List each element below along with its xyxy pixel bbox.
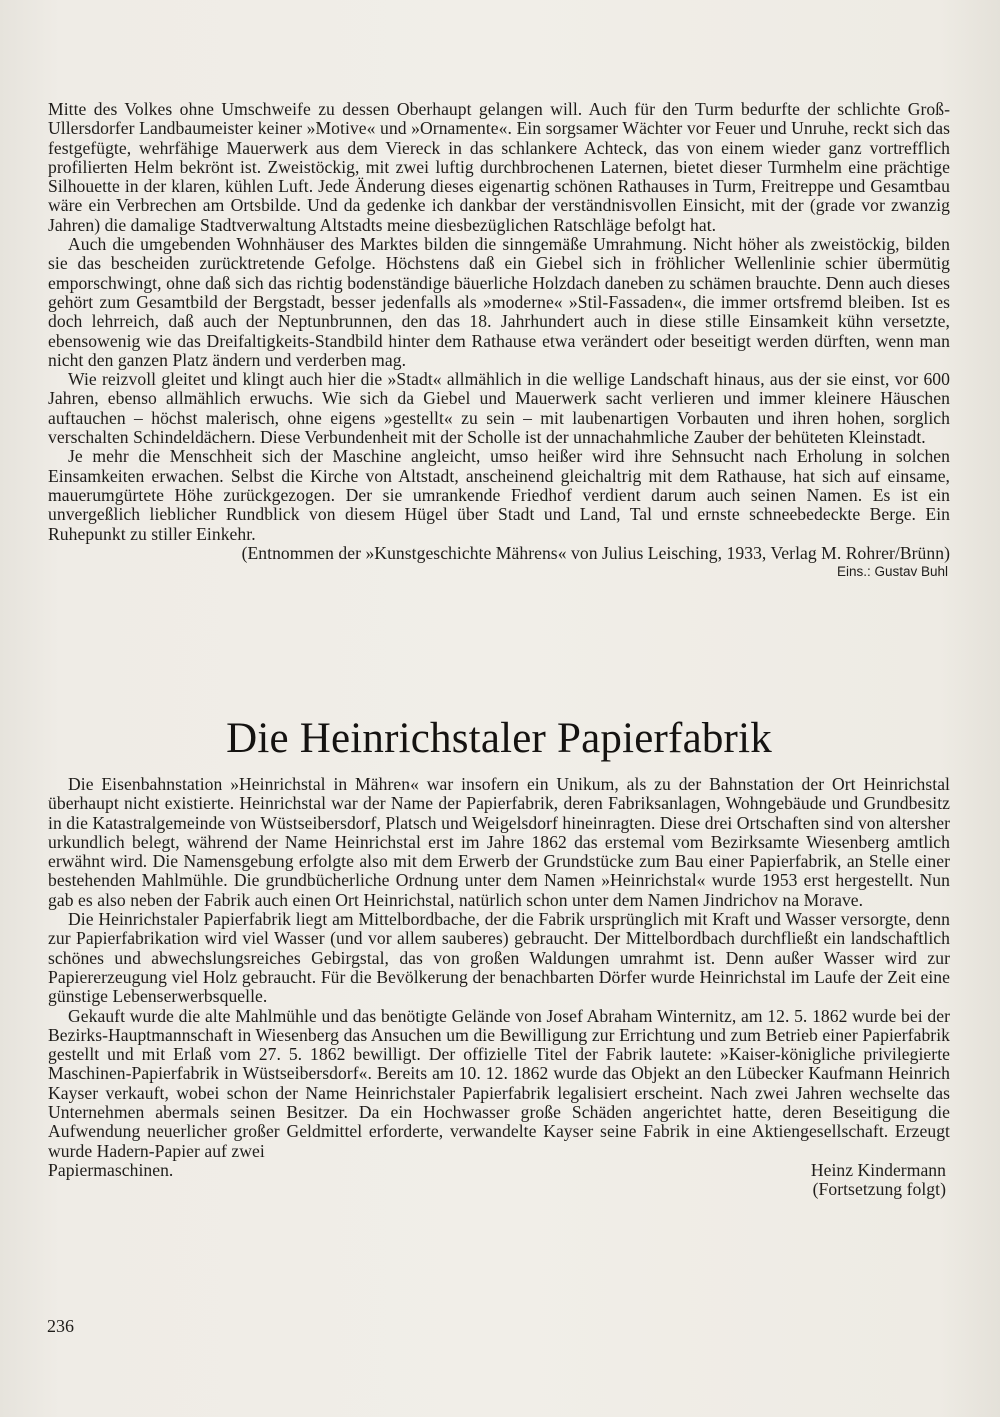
paragraph: Mitte des Volkes ohne Umschweife zu dessen Oberhaupt gelangen will. Auch für den Turm bedurfte der schlichte Groß-Ullersdorfer Landbaumeister keiner »Motive« und »Ornamente«. Ein sorgsamer Wächter vor Feuer und Unruhe, reckt sich das festgefügte, wehrfähige Mauerwerk aus dem Viereck in das schlankere Achteck, das von einem wieder ganz vortrefflich profilierten Helm bekrönt ist. Zweistöckig, mit zwei luftig durchbrochenen Laternen, bietet dieser Turmhelm eine prächtige Silhouette in der klaren, kühlen Luft. Jede Änderung dieses eigenartig schönen Rathauses in Turm, Freitreppe und Gesamtbau wäre ein Verbrechen am Ortsbilde. Und da gedenke ich dankbar der verständnisvollen Einsicht, mit der (grade vor zwanzig Jahren) die damalige Stadtverwaltung Altstadts meine diesbezüglichen Ratschläge befolgt hat. [48,99,950,235]
continuation-note: (Fortsetzung folgt) [812,1179,946,1200]
last-words: Papiermaschinen. [48,1159,174,1180]
final-line [48,1161,950,1180]
article-continuation [48,100,950,580]
page-number: 236 [47,1316,74,1336]
contributor-credit: Eins.: Gustav Buhl [836,564,948,580]
paragraph: Gekauft wurde die alte Mahlmühle und das benötigte Gelände von Josef Abraham Winternitz, am 12. 5. 1862 wurde bei der Bezirks-Hauptmannschaft in Wiesenberg das Ansuchen um die Bewilligung zur Errichtung und zum Betrieb einer Papierfabrik gestellt und mit Erlaß vom 27. 5. 1862 bewilligt. Der offizielle Titel der Fabrik lautete: »Kaiser-königliche privilegierte Maschinen-Papierfabrik in Wüstseibersdorf«. Bereits am 10. 12. 1862 wurde das Objekt an den Lübecker Kaufmann Heinrich Kayser verkauft, wobei schon der Name Heinrichstaler Papierfabrik legalisiert erscheint. Nach zwei Jahren wechselte das Unternehmen abermals seinen Besitzer. Da ein Hochwasser große Schäden angerichtet hatte, deren Beseitigung die Aufwendung neuerlicher großer Geldmittel erforderte, verwandelte Kayser seine Fabrik in eine Aktiengesellschaft. Erzeugt wurde Hadern-Papier auf zwei [48,1005,950,1161]
paragraph: Die Heinrichstaler Papierfabrik liegt am Mittelbordbache, der die Fabrik ursprünglich mit Kraft und Wasser versorgte, denn zur Papierfabrikation wird viel Wasser (und vor allem sauberes) gebraucht. Der Mittelbordbach durchfließt ein landschaftlich schönes und abwechslungsreiches Gebirgstal, das von großen Waldungen umrahmt ist. Denn außer Wasser wird zur Papiererzeugung viel Holz gebraucht. Für die Bevölkerung der benachbarten Dörfer wurde Heinrichstal im Laufe der Zeit eine günstige Lebenserwerbsquelle. [48,909,950,1007]
paragraph: Auch die umgebenden Wohnhäuser des Marktes bilden die sinngemäße Umrahmung. Nicht höher als zweistöckig, bilden sie das bescheiden zurücktretende Gefolge. Höchstens daß ein Giebel sich in fröhlicher Wellenlinie schier übermütig emporschwingt, ohne daß sich das richtig bodenständige bäuerliche Holzdach daneben zu schämen brauchte. Denn auch dieses gehört zum Gesamtbild der Bergstadt, besser jedenfalls als »moderne« »Stil-Fassaden«, die immer ortsfremd bleiben. Ist es doch lehrreich, daß auch der Neptunbrunnen, den das 18. Jahrhundert auch in diese stille Einsamkeit kühn versetzte, ebensowenig wie das Dreifaltigkeits-Standbild hinter dem Rathause etwa verändert oder beseitigt werden dürften, wenn man nicht den ganzen Platz ändern und verderben mag. [48,234,950,370]
paragraph: Wie reizvoll gleitet und klingt auch hier die »Stadt« allmählich in die wellige Landschaft hinaus, aus der sie einst, vor 600 Jahren, ebenso allmählich erwuchs. Wie sich da Giebel und Mauerwerk sacht verlieren und immer kleinere Häuschen auftauchen – höchst malerisch, ohne eigens »gestellt« zu sein – mit laubenartigen Vorbauten und ihren hohen, sorglich verschalten Schindeldächern. Diese Verbundenheit mit der Scholle ist der unnachahmliche Zauber der behüteten Kleinstadt. [48,369,950,448]
article-heinrichstal [48,716,950,1200]
author-signature: Heinz Kindermann [810,1159,946,1180]
article-title: Die Heinrichstaler Papierfabrik [226,715,772,762]
paragraph: Die Eisenbahnstation »Heinrichstal in Mähren« war insofern ein Unikum, als zu der Bahnstation der Ort Heinrichstal überhaupt nicht existierte. Heinrichstal war der Name der Papierfabrik, deren Fabriksanlagen, Wohngebäude und Grundbesitz in die Katastralgemeinde von Wüstseibersdorf, Platsch und Weigelsdorf hineinragten. Diese drei Ortschaften sind von altersher urkundlich belegt, während der Name Heinrichstal erst im Jahre 1862 das erstemal vom Bezirksamte Wiesenberg amtlich erwähnt wird. Die Namensgebung erfolgte also mit dem Erwerb der Grundstücke zum Bau einer Papierfabrik, an Stelle einer bestehenden Mahlmühle. Die grundbücherliche Ordnung unter dem Namen »Heinrichstal« wurde 1953 erst hergestellt. Nun gab es also neben der Fabrik auch einen Ort Heinrichstal, natürlich schon unter dem Namen Jindrichov na Morave. [48,774,950,910]
source-citation: (Entnommen der »Kunstgeschichte Mährens« von Julius Leisching, 1933, Verlag M. Rohrer/Brünn) [241,542,950,563]
paragraph: Je mehr die Menschheit sich der Maschine angleicht, umso heißer wird ihre Sehnsucht nach Erholung in solchen Einsamkeiten erwachen. Selbst die Kirche von Altstadt, anscheinend gleichaltrig mit dem Rathause, hat sich auf einsame, mauerumgürtete Höhe zurückgezogen. Der sie umrankende Friedhof verdient darum auch seinen Namen. Es ist ein unvergeßlich lieblicher Rundblick von diesem Hügel über Stadt und Land, Tal und ernste schneebedeckte Berge. Ein Ruhepunkt zu stiller Einkehr. [48,446,950,544]
